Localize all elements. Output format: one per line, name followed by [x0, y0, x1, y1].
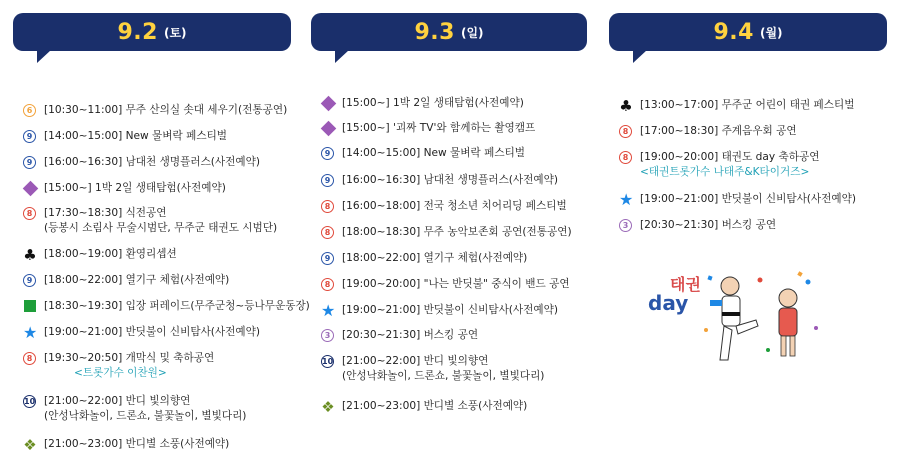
- day-header: [311, 13, 587, 51]
- number-8-icon: 8: [619, 125, 632, 138]
- number-8-icon: 8: [23, 352, 36, 365]
- taekwondo-day-illustration: [648, 268, 828, 378]
- club-icon: ♣: [619, 97, 633, 115]
- number-9-icon: 9: [23, 274, 36, 287]
- schedule-column-day3: [609, 13, 887, 231]
- event-subtext: (안성낙화놀이, 드론쇼, 불꽃놀이, 별빛다리): [44, 410, 247, 422]
- event-text: [18:00~19:00] 환영리셉션: [44, 248, 177, 260]
- number-10-icon: 10: [322, 357, 334, 366]
- event-text: [18:30~19:30] 입장 퍼레이드(무주군청~등나무운동장): [44, 300, 310, 312]
- event-text: [19:00~21:00] 반딧불이 신비탐사(사전예약): [44, 326, 261, 338]
- number-3-icon: 3: [321, 329, 334, 342]
- event-text: [21:00~23:00] 반디별 소풍(사전예약): [342, 400, 528, 412]
- schedule-column-day2: [311, 13, 587, 416]
- number-9-icon: 9: [23, 156, 36, 169]
- schedule-column-day1: [13, 13, 310, 454]
- event-text: [16:00~16:30] 남대천 생명플러스(사전예약): [342, 174, 559, 186]
- figure-head-icon: [779, 289, 797, 307]
- event-text: [18:00~22:00] 열기구 체험(사전예약): [342, 252, 528, 264]
- event-performer: <태권트롯가수 나태주&K타이거즈>: [640, 166, 810, 178]
- diamond-icon: [23, 181, 39, 197]
- event-text: [17:00~18:30] 주계음우회 공연: [640, 125, 797, 137]
- number-3-icon: 3: [619, 219, 632, 232]
- day-weekday: (일): [460, 25, 484, 40]
- day-weekday: (월): [759, 25, 783, 40]
- quad-diamond-icon: ❖: [23, 436, 37, 454]
- square-icon: [24, 300, 36, 312]
- illustration-title-line2: day: [648, 291, 689, 315]
- number-8-icon: 8: [619, 151, 632, 164]
- event-text: [13:00~17:00] 무주군 어린이 태권 페스티벌: [640, 99, 855, 111]
- event-text: [14:00~15:00] New 물벼락 페스티벌: [44, 130, 228, 142]
- event-text: [17:30~18:30] 식전공연: [44, 207, 167, 219]
- day-weekday: (토): [163, 25, 187, 40]
- day-date: 9.4: [713, 19, 754, 45]
- event-text: [19:00~21:00] 반딧불이 신비탐사(사전예약): [640, 193, 857, 205]
- event-text: [14:00~15:00] New 물벼락 페스티벌: [342, 147, 526, 159]
- day-header: [13, 13, 291, 51]
- diamond-icon: [321, 96, 337, 112]
- number-9-icon: 9: [321, 147, 334, 160]
- event-text: [20:30~21:30] 버스킹 공연: [342, 329, 479, 341]
- star-icon: ★: [23, 323, 38, 342]
- event-text: [10:30~11:00] 무주 산의실 솟대 세우기(전통공연): [44, 104, 288, 116]
- event-text: [19:00~21:00] 반딧불이 신비탐사(사전예약): [342, 304, 559, 316]
- number-9-icon: 9: [321, 174, 334, 187]
- event-text: [21:00~22:00] 반디 빛의향연: [342, 355, 489, 367]
- star-icon: ★: [321, 301, 336, 320]
- figure-head-icon: [721, 277, 739, 295]
- event-text: [16:00~18:00] 전국 청소년 치어리딩 페스티벌: [342, 200, 567, 212]
- number-8-icon: 8: [321, 200, 334, 213]
- number-8-icon: 8: [23, 207, 36, 220]
- illustration-title-line1: 태권: [670, 275, 701, 294]
- number-9-icon: 9: [321, 252, 334, 265]
- event-text: [19:30~20:50] 개막식 및 축하공연: [44, 352, 215, 364]
- event-text: [15:00~] 1박 2일 생태탐험(사전예약): [44, 182, 226, 194]
- event-subtext: (등봉시 소림사 무술시범단, 무주군 태권도 시범단): [44, 222, 278, 234]
- number-6-icon: 6: [23, 104, 36, 117]
- event-text: [16:00~16:30] 남대천 생명플러스(사전예약): [44, 156, 261, 168]
- event-text: [15:00~] 1박 2일 생태탐험(사전예약): [342, 97, 524, 109]
- event-text: [21:00~23:00] 반디별 소풍(사전예약): [44, 438, 230, 450]
- number-9-icon: 9: [23, 130, 36, 143]
- event-performer: <트롯가수 이찬원>: [74, 367, 167, 379]
- star-icon: ★: [619, 190, 634, 209]
- event-text: [20:30~21:30] 버스킹 공연: [640, 219, 777, 231]
- event-text: [21:00~22:00] 반디 빛의향연: [44, 395, 191, 407]
- event-subtext: (안성낙화놀이, 드론쇼, 불꽃놀이, 별빛다리): [342, 370, 545, 382]
- event-text: [18:00~18:30] 무주 농악보존회 공연(전통공연): [342, 226, 572, 238]
- club-icon: ♣: [23, 246, 37, 264]
- day-date: 9.3: [414, 19, 455, 45]
- number-10-icon: 10: [24, 397, 36, 406]
- number-8-icon: 8: [321, 226, 334, 239]
- event-text: [18:00~22:00] 열기구 체험(사전예약): [44, 274, 230, 286]
- event-text: [19:00~20:00] "나는 반딧불" 중식이 밴드 공연: [342, 278, 570, 290]
- event-text: [19:00~20:00] 태권도 day 축하공연: [640, 151, 820, 163]
- number-8-icon: 8: [321, 278, 334, 291]
- day-header: [609, 13, 887, 51]
- quad-diamond-icon: ❖: [321, 398, 335, 416]
- diamond-icon: [321, 121, 337, 137]
- event-text: [15:00~] '괴짜 TV'와 함께하는 촬영캠프: [342, 122, 536, 134]
- day-date: 9.2: [117, 19, 158, 45]
